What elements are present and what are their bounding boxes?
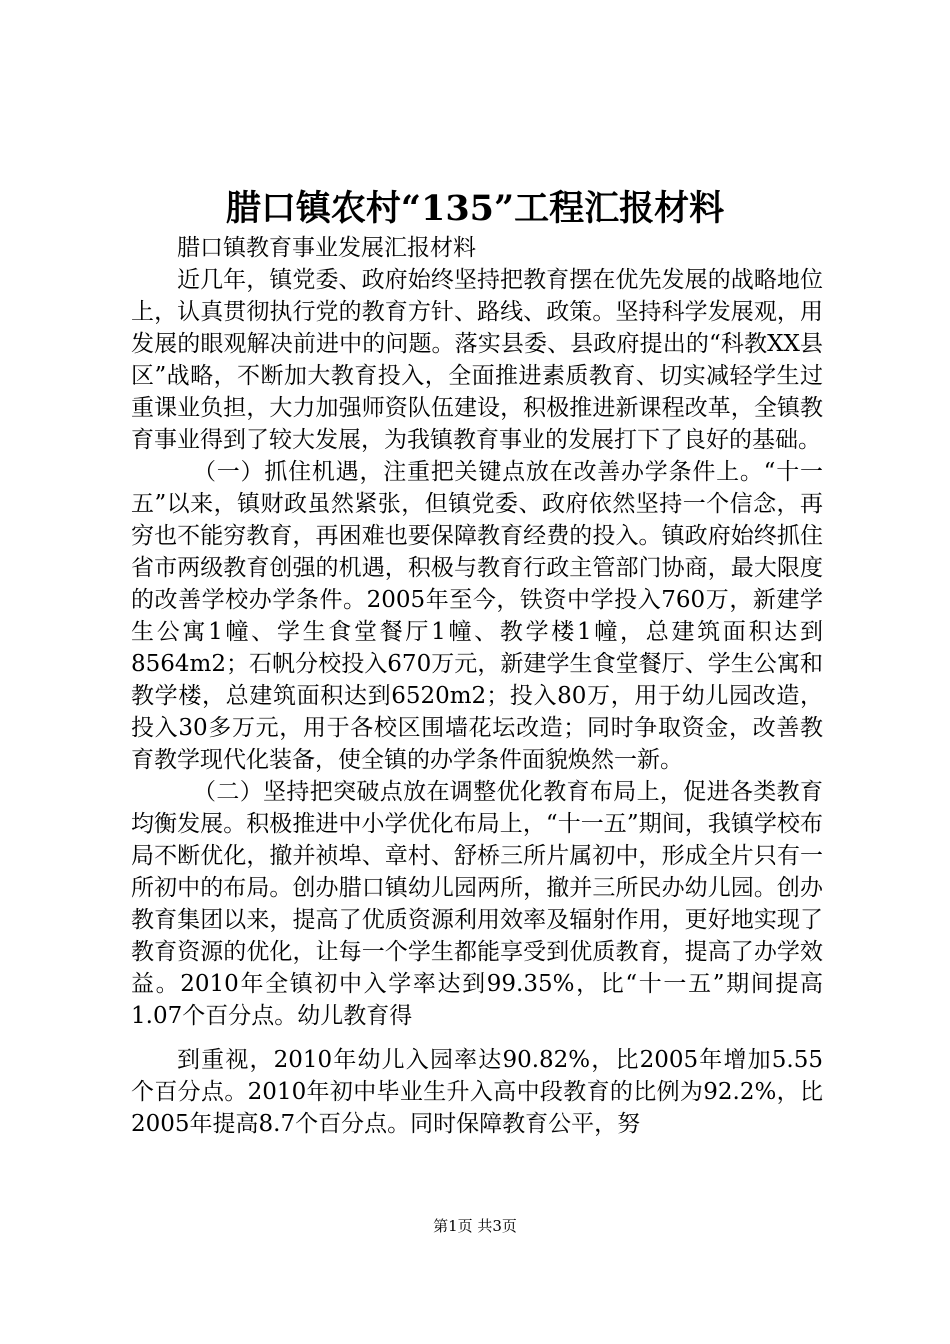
intro-paragraph: 近几年，镇党委、政府始终坚持把教育摆在优先发展的战略地位上，认真贯彻执行党的教育方针、路线、政策。坚持科学发展观，用发展的眼观解决前进中的问题。落实县委、县政府提出的“科教XX县区”战略，不断加大教育投入，全面推进素质教育、切实减轻学生过重课业负担，大力加强师资队伍建设，积极推进新课程改革，全镇教育事业得到了较大发展，为我镇教育事业的发展打下了良好的基础。 bbox=[131, 267, 823, 453]
subtitle-paragraph: 腊口镇教育事业发展汇报材料 bbox=[177, 235, 476, 261]
continued-paragraph: 到重视，2010年幼儿入园率达90.82%，比2005年增加5.55个百分点。2010年初中毕业生升入高中段教育的比例为92.2%，比2005年提高8.7个百分点。同时保障教育公平，努 bbox=[131, 1047, 823, 1137]
document-title: 腊口镇农村“135”工程汇报材料 bbox=[225, 188, 725, 229]
page-footer: 第1页 共3页 bbox=[433, 1217, 517, 1235]
section-one-paragraph: （一）抓住机遇，注重把关键点放在改善办学条件上。“十一五”以来，镇财政虽然紧张，但镇党委、政府依然坚持一个信念，再穷也不能穷教育，再困难也要保障教育经费的投入。镇政府始终抓住省市两级教育创强的机遇，积极与教育行政主管部门协商，最大限度的改善学校办学条件。2005年至今，铁资中学投入760万，新建学生公寓1幢、学生食堂餐厅1幢、教学楼1幢，总建筑面积达到8564m2；石帆分校投入670万元，新建学生食堂餐厅、学生公寓和教学楼，总建筑面积达到6520m2；投入80万，用于幼儿园改造，投入30多万元，用于各校区围墙花坛改造；同时争取资金，改善教育教学现代化装备，使全镇的办学条件面貌焕然一新。 bbox=[131, 459, 823, 773]
section-two-paragraph: （二）坚持把突破点放在调整优化教育布局上，促进各类教育均衡发展。积极推进中小学优化布局上，“十一五”期间，我镇学校布局不断优化，撤并祯埠、章村、舒桥三所片属初中，形成全片只有一所初中的布局。创办腊口镇幼儿园两所，撤并三所民办幼儿园。创办教育集团以来，提高了优质资源利用效率及辐射作用，更好地实现了教育资源的优化，让每一个学生都能享受到优质教育，提高了办学效益。2010年全镇初中入学率达到99.35%，比“十一五”期间提高1.07个百分点。幼儿教育得 bbox=[131, 779, 823, 1029]
document-body bbox=[131, 232, 823, 1140]
